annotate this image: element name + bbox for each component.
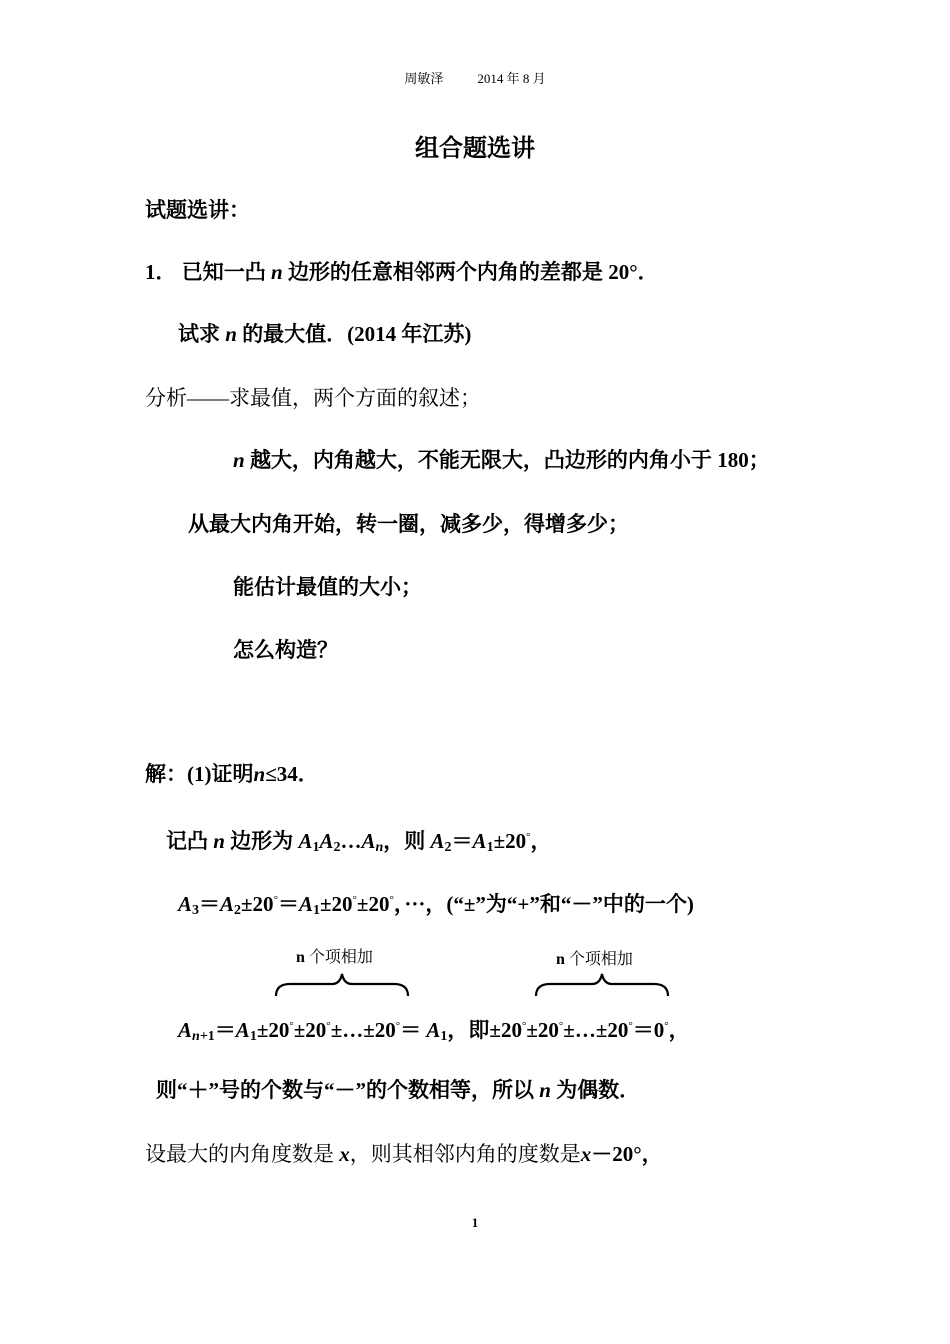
header-author: 周敏泽 (404, 71, 444, 86)
page-number: 1 (471, 1215, 479, 1230)
solution-line-2: 记凸 n 边形为 A1A2…An，则 A2＝A1±20°， (166, 829, 552, 855)
solution-line-4: An+1＝A1±20°±20°±…±20°＝ A1，即±20°±20°±…±20°＝0°， (178, 1018, 690, 1044)
section-heading: 试题选讲： (145, 198, 250, 222)
solution-line-6: 设最大的内角度数是 x，则其相邻内角的度数是x－20°， (145, 1142, 663, 1166)
page-header (0, 68, 950, 87)
solution-line-3: A3＝A2±20°＝A1±20°±20°，···，(“±”为“+”和“－”中的一个) (178, 892, 694, 918)
header-date: 2014 年 8 月 (477, 71, 546, 86)
problem-statement: 1． 已知一凸 n 边形的任意相邻两个内角的差都是 20°． (145, 260, 659, 284)
analysis-item-2: 从最大内角开始，转一圈，减多少，得增多少； (188, 512, 629, 536)
page-title: 组合题选讲 (415, 136, 535, 162)
analysis-item-3: 能估计最值的大小； (233, 575, 422, 599)
brace-label-left: n 个项相加 (296, 949, 373, 966)
analysis-heading: 分析——求最值，两个方面的叙述； (145, 386, 481, 410)
solution-line-5: 则“＋”号的个数与“－”的个数相等，所以 n 为偶数． (156, 1078, 641, 1102)
problem-question: 试求 n 的最大值．(2014 年江苏) (178, 322, 472, 346)
overbrace-left (272, 972, 412, 1000)
solution-heading: 解：(1)证明n≤34． (145, 762, 319, 786)
brace-label-right: n 个项相加 (556, 951, 633, 968)
analysis-item-1: n 越大，内角越大，不能无限大，凸边形的内角小于 180； (233, 448, 770, 472)
analysis-item-4: 怎么构造？ (233, 638, 338, 662)
overbrace-right (532, 972, 672, 1000)
